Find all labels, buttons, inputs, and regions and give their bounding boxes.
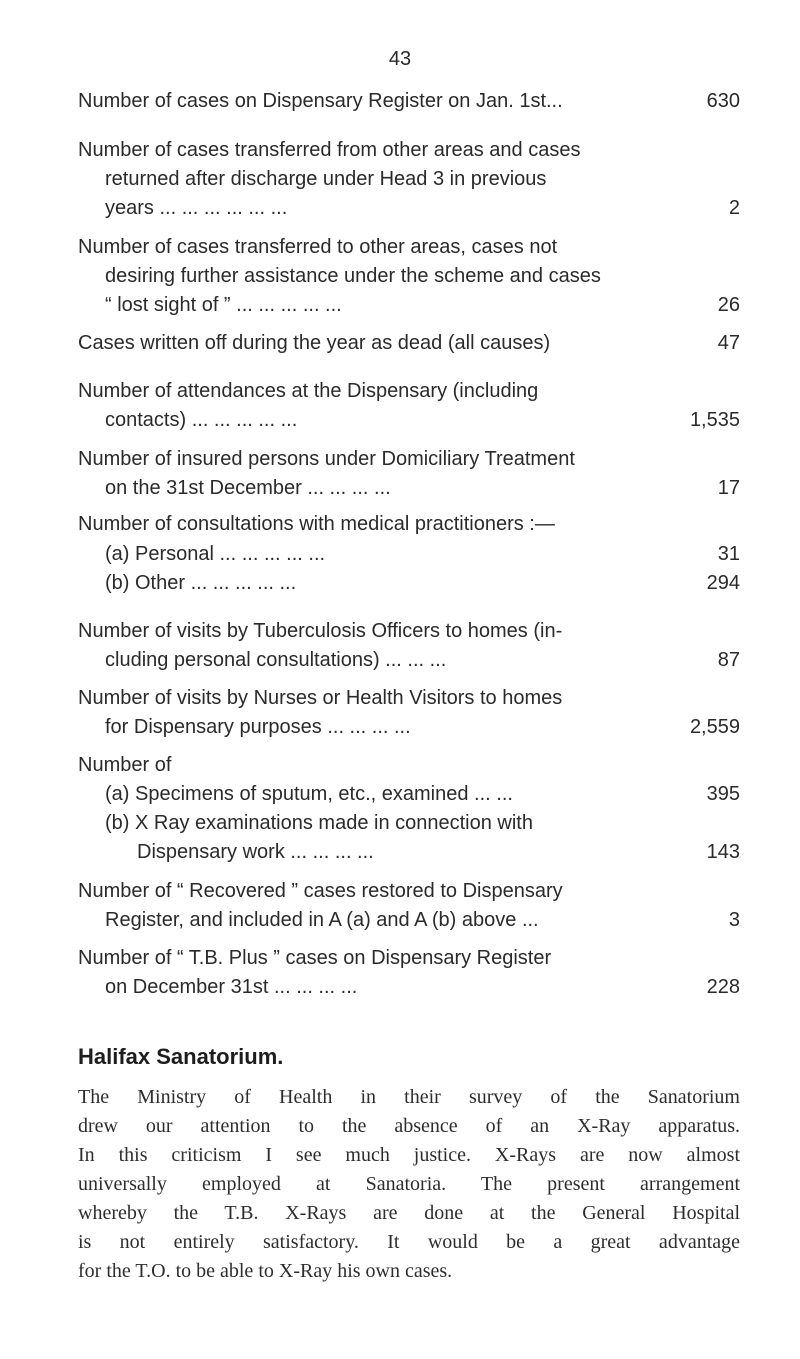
entry-text: (a) Specimens of sputum, etc., examined ... ...: [105, 783, 513, 805]
entry-xray-examinations: [78, 809, 740, 867]
entry-value: 2,559: [689, 716, 740, 738]
entry-value: 294: [706, 572, 740, 594]
section-heading: Halifax Sanatorium.: [78, 1044, 284, 1069]
entry-text: Number of cases transferred from other areas and cases: [78, 139, 581, 161]
paragraph-line: for the T.O. to be able to X-Ray his own cases.: [78, 1260, 453, 1282]
entry-value: 3: [728, 909, 740, 931]
entry-consultations-heading: [78, 510, 740, 539]
entry-consultations-personal: [78, 540, 740, 569]
entry-number-of-heading: [78, 751, 740, 780]
entry-value: 17: [717, 477, 740, 499]
entry-insured-persons: [78, 445, 740, 503]
entry-text: Number of consultations with medical practitioners :—: [78, 513, 555, 535]
entry-recovered-cases: [78, 877, 740, 935]
entry-consultations-other: [78, 569, 740, 598]
entry-text: Number of visits by Tuberculosis Officers to homes (in-: [78, 620, 563, 642]
entry-cases-transferred-out: [78, 233, 740, 320]
entry-text: Number of cases on Dispensary Register on Jan. 1st...: [78, 90, 563, 112]
entry-text: on the 31st December ... ... ... ...: [105, 477, 391, 499]
entry-text: Dispensary work ... ... ... ...: [137, 841, 374, 863]
entry-text: (b) Other ... ... ... ... ...: [105, 572, 297, 594]
entry-text: on December 31st ... ... ... ...: [105, 976, 358, 998]
entry-value: 1,535: [689, 409, 740, 431]
entry-value: 143: [706, 841, 740, 863]
entry-text: contacts) ... ... ... ... ...: [105, 409, 298, 431]
entry-attendances: [78, 377, 740, 435]
entry-cases-on-register-jan: [78, 87, 740, 116]
paragraph-line: In this criticism I see much justice. X-Rays are now almost: [78, 1144, 740, 1166]
entry-value: 395: [706, 783, 740, 805]
paragraph-line: universally employed at Sanatoria. The present arrangement: [78, 1173, 740, 1195]
section-paragraph: [78, 1083, 740, 1286]
entry-text: years ... ... ... ... ... ...: [105, 197, 288, 219]
entry-text: Number of cases transferred to other areas, cases not: [78, 236, 558, 258]
entry-visits-tb-officers: [78, 617, 740, 675]
entry-text: Number of: [78, 754, 172, 776]
entry-visits-nurses: [78, 684, 740, 742]
entry-text: cluding personal consultations) ... ... ...: [105, 649, 447, 671]
entry-cases-written-off: [78, 329, 740, 358]
paragraph-line: drew our attention to the absence of an X-Ray apparatus.: [78, 1115, 740, 1137]
entry-text: (b) X Ray examinations made in connection with: [105, 812, 533, 834]
entry-value: 630: [706, 90, 740, 112]
entry-text: returned after discharge under Head 3 in previous: [105, 168, 547, 190]
entry-text: Number of “ Recovered ” cases restored to Dispensary: [78, 880, 563, 902]
entry-text: Register, and included in A (a) and A (b) above ...: [105, 909, 539, 931]
entry-value: 2: [728, 197, 740, 219]
paragraph-line: The Ministry of Health in their survey of the Sanatorium: [78, 1086, 740, 1108]
entry-value: 31: [717, 543, 740, 565]
entry-text: “ lost sight of ” ... ... ... ... ...: [105, 294, 342, 316]
entry-text: Cases written off during the year as dead (all causes): [78, 332, 551, 354]
paragraph-line: is not entirely satisfactory. It would be a great advantage: [78, 1231, 740, 1253]
entry-cases-transferred-in: [78, 136, 740, 223]
entry-value: 228: [706, 976, 740, 998]
entry-text: desiring further assistance under the scheme and cases: [105, 265, 601, 287]
entry-specimens-sputum: [78, 780, 740, 809]
entry-text: for Dispensary purposes ... ... ... ...: [105, 716, 411, 738]
entry-tb-plus-cases: [78, 944, 740, 1002]
entry-text: Number of visits by Nurses or Health Visitors to homes: [78, 687, 563, 709]
entry-text: Number of insured persons under Domiciliary Treatment: [78, 448, 575, 470]
entry-value: 26: [717, 294, 740, 316]
entry-text: Number of attendances at the Dispensary (including: [78, 380, 539, 402]
paragraph-line: whereby the T.B. X-Rays are done at the General Hospital: [78, 1202, 740, 1224]
entry-value: 87: [717, 649, 740, 671]
page-number: 43: [388, 48, 412, 70]
entry-text: (a) Personal ... ... ... ... ...: [105, 543, 326, 565]
entry-value: 47: [717, 332, 740, 354]
entry-text: Number of “ T.B. Plus ” cases on Dispensary Register: [78, 947, 552, 969]
